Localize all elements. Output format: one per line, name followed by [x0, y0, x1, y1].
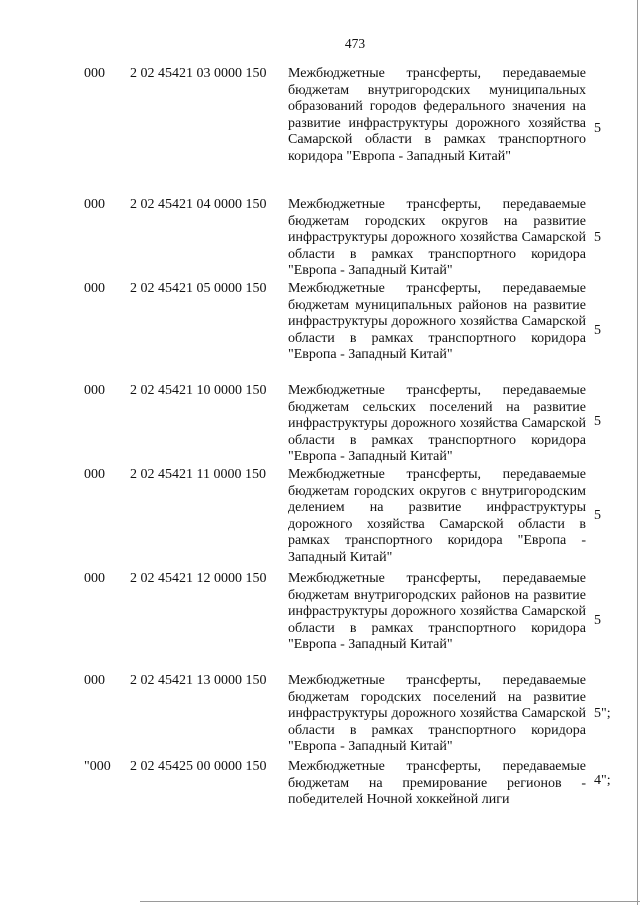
row-code: 000	[84, 467, 105, 482]
table-row	[0, 759, 640, 819]
row-code: 000	[84, 281, 105, 296]
table-row	[0, 383, 640, 467]
row-code: "000	[84, 759, 111, 774]
row-value: 5	[594, 323, 601, 338]
row-kbk: 2 02 45421 11 0000 150	[130, 467, 266, 482]
table-row	[0, 673, 640, 759]
budget-table	[0, 66, 640, 819]
row-kbk: 2 02 45421 05 0000 150	[130, 281, 267, 296]
row-value: 5	[594, 230, 601, 245]
row-value: 5	[594, 613, 601, 628]
row-description: Межбюджетные трансферты, передаваемые бюджетам муниципальных районов на развитие инфраструктуры дорожного хозяйства Самарской области в рамках транспортного коридора "Европа - Западный Китай"	[288, 281, 586, 362]
row-value: 5	[594, 121, 601, 136]
row-description: Межбюджетные трансферты, передаваемые бюджетам сельских поселений на развитие инфраструктуры дорожного хозяйства Самарской области в рамках транспортного коридора "Европа - Западный Китай"	[288, 383, 586, 464]
row-code: 000	[84, 66, 105, 81]
row-kbk: 2 02 45425 00 0000 150	[130, 759, 267, 774]
table-row	[0, 281, 640, 383]
row-description: Межбюджетные трансферты, передаваемые бюджетам городских поселений на развитие инфраструктуры дорожного хозяйства Самарской области в рамках транспортного коридора "Европа - Западный Китай"	[288, 673, 586, 754]
page-number: 473	[344, 36, 366, 51]
row-kbk: 2 02 45421 04 0000 150	[130, 197, 267, 212]
row-value: 5";	[594, 706, 611, 721]
row-description: Межбюджетные трансферты, передаваемые бюджетам внутригородских районов на развитие инфраструктуры дорожного хозяйства Самарской области в рамках транспортного коридора "Европа - Западный Китай"	[288, 571, 586, 652]
row-kbk: 2 02 45421 10 0000 150	[130, 383, 267, 398]
row-value: 5	[594, 508, 601, 523]
row-value: 5	[594, 414, 601, 429]
row-description: Межбюджетные трансферты, передаваемые бюджетам внутригородских муниципальных образований городов федерального значения на развитие инфраструктуры дорожного хозяйства Самарской области в рамках транспортного коридора "Европа - Западный Китай"	[288, 66, 586, 164]
table-row	[0, 467, 640, 571]
row-code: 000	[84, 197, 105, 212]
row-code: 000	[84, 383, 105, 398]
row-code: 000	[84, 571, 105, 586]
row-kbk: 2 02 45421 03 0000 150	[130, 66, 267, 81]
row-description: Межбюджетные трансферты, передаваемые бюджетам городских округов на развитие инфраструктуры дорожного хозяйства Самарской области в рамках транспортного коридора "Европа - Западный Китай"	[288, 197, 586, 278]
row-description: Межбюджетные трансферты, передаваемые бюджетам городских округов с внутригородским делением на развитие инфраструктуры дорожного хозяйства Самарской области в рамках транспортного коридора "Европа - Западный Китай"	[288, 467, 586, 565]
row-kbk: 2 02 45421 13 0000 150	[130, 673, 267, 688]
table-row	[0, 197, 640, 281]
row-kbk: 2 02 45421 12 0000 150	[130, 571, 267, 586]
row-value: 4";	[594, 773, 611, 788]
row-description: Межбюджетные трансферты, передаваемые бюджетам на премирование регионов - победителей Ночной хоккейной лиги	[288, 759, 586, 807]
table-row	[0, 571, 640, 673]
table-row	[0, 66, 640, 197]
row-code: 000	[84, 673, 105, 688]
page-border-bottom	[140, 901, 640, 902]
